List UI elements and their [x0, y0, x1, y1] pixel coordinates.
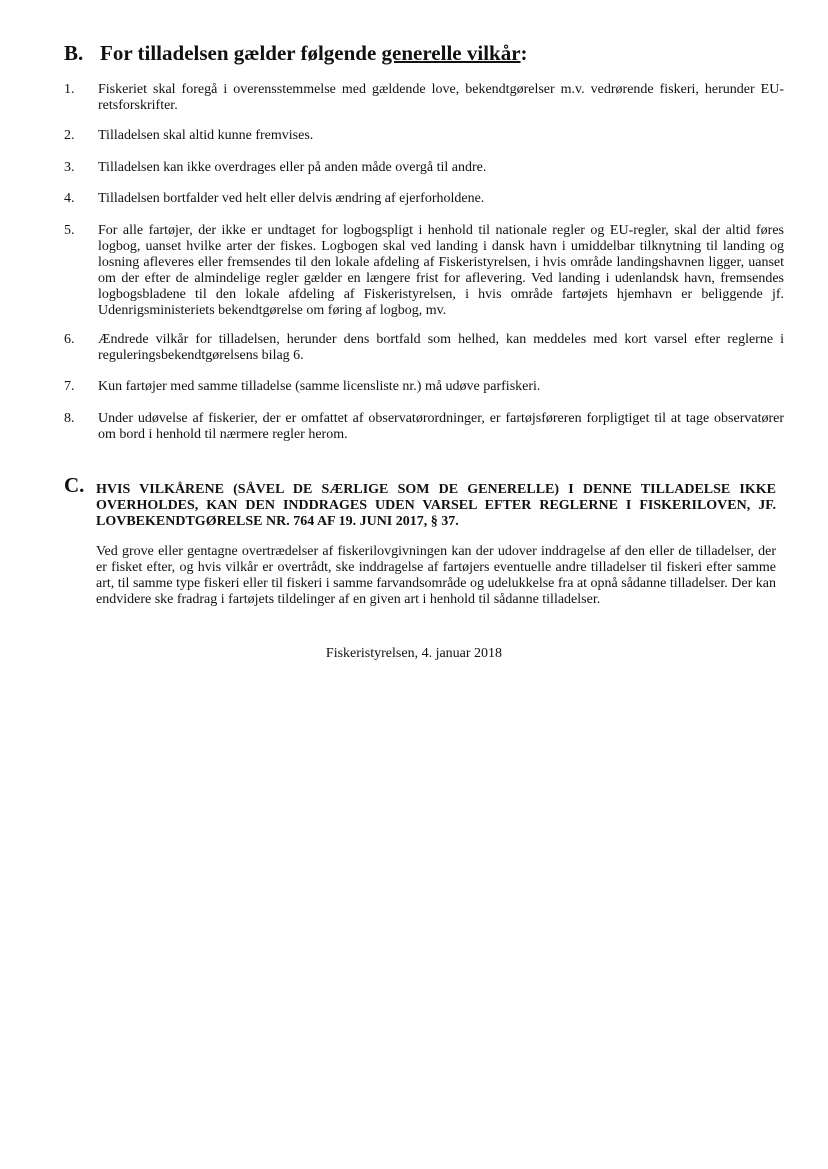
section-c-body: Ved grove eller gentagne overtrædelser af fiskerilovgivningen kan der udover inddragelse af den eller de tilladelser, der er fisket efter, og hvis vilkår er overtrådt, ske inddragelse af fartøjers eventuelle andre tilladelser til fiskeri efter samme art, til samme type fiskeri eller til fiskeri i samme farvandsområde og udelukkelse fra at opnå sådanne tilladelser. Der kan endvidere ske fradrag i fartøjets tildelinger af en given art i henhold til sådanne tilladelser.	[96, 544, 776, 607]
section-b-heading-underlined: generelle vilkår	[381, 41, 521, 65]
list-item-number: 7.	[64, 379, 75, 394]
section-c-letter: C.	[64, 473, 85, 497]
list-item-text: Tilladelsen skal altid kunne fremvises.	[98, 128, 314, 143]
list-item-text: Ændrede vilkår for tilladelsen, herunder dens bortfald som helhed, kan meddeles med kort varsel efter reglerne i reguleringsbekendtgørelsens bilag 6.	[98, 332, 784, 363]
list-item	[64, 379, 784, 395]
signature-line: Fiskeristyrelsen, 4. januar 2018	[325, 646, 503, 661]
list-item-text: Under udøvelse af fiskerier, der er omfattet af observatørordninger, er fartøjsføreren forpligtiget til at tage observatører om bord i henhold til nærmere regler herom.	[98, 411, 784, 442]
section-b-heading	[64, 40, 784, 66]
list-item-number: 4.	[64, 191, 75, 206]
list-item-number: 1.	[64, 82, 75, 97]
list-item-number: 3.	[64, 160, 75, 175]
list-item-text: Kun fartøjer med samme tilladelse (samme licensliste nr.) må udøve parfiskeri.	[98, 379, 541, 394]
section-b-letter: B.	[64, 41, 84, 65]
section-b-heading-prefix: For tilladelsen gælder følgende	[100, 41, 382, 65]
list-item	[64, 411, 784, 443]
list-item	[64, 82, 784, 114]
list-item-text: Fiskeriet skal foregå i overensstemmelse med gældende love, bekendtgørelser m.v. vedrørende fiskeri, herunder EU-retsforskrifter.	[98, 82, 784, 113]
list-item	[64, 160, 784, 176]
list-item	[64, 332, 784, 364]
list-item-number: 8.	[64, 411, 75, 426]
section-b-heading-suffix: :	[520, 41, 528, 65]
list-item-text: Tilladelsen kan ikke overdrages eller på anden måde overgå til andre.	[98, 160, 487, 175]
list-item-number: 5.	[64, 223, 75, 238]
list-item	[64, 223, 784, 319]
section-c-heading: HVIS VILKÅRENE (SÅVEL DE SÆRLIGE SOM DE GENERELLE) I DENNE TILLADELSE IKKE OVERHOLDES, KAN DEN INDDRAGES UDEN VARSEL EFTER REGLERNE I FISKERILOVEN, JF. LOVBEKENDTGØRELSE NR. 764 AF 19. JUNI 2017, § 37.	[96, 482, 776, 529]
list-item-number: 6.	[64, 332, 75, 347]
list-item	[64, 191, 784, 207]
list-item-text: Tilladelsen bortfalder ved helt eller delvis ændring af ejerforholdene.	[98, 191, 485, 206]
list-item-text: For alle fartøjer, der ikke er undtaget for logbogspligt i henhold til nationale regler og EU-regler, skal der altid føres logbog, uanset hvilke arter der fiskes. Logbogen skal ved landing i dansk havn i umiddelbar tilknytning til landing og losning afleveres eller fremsendes til den lokale afdeling af Fiskeristyrelsen, i hvis område landingshavnen ligger, uanset om der efter de almindelige regler gælder en længere frist for aflevering. Ved landing i udenlandsk havn, fremsendes logbogsbladene til den lokale afdeling af Fiskeristyrelsen, i hvis område fartøjets hjemhavn er beliggende jf. Udenrigsministeriets bekendtgørelse om føring af logbog, mv.	[98, 223, 784, 318]
list-item	[64, 128, 784, 144]
list-item-number: 2.	[64, 128, 75, 143]
